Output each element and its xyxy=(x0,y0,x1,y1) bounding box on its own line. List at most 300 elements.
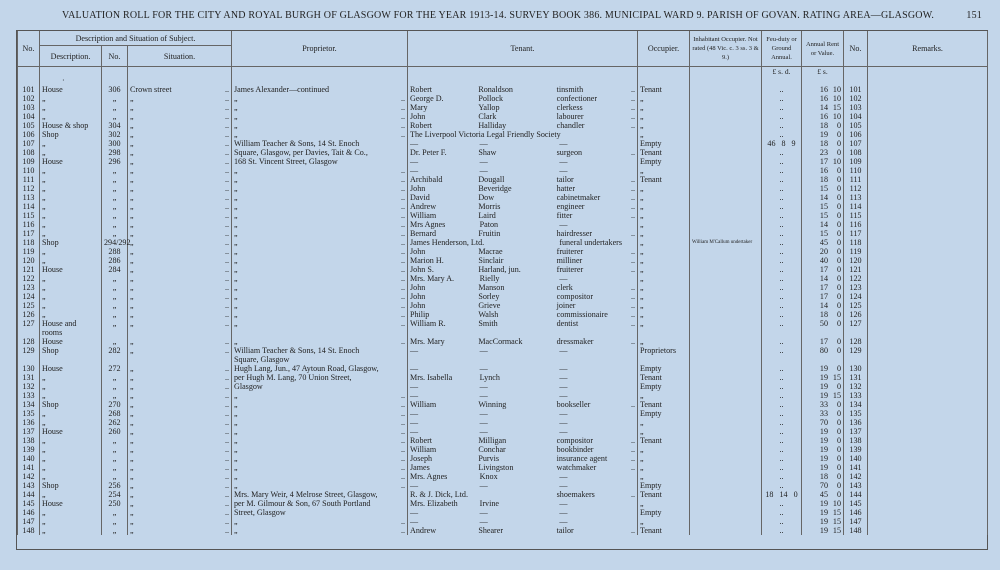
feu-duty: .. xyxy=(762,184,802,193)
annual-rent xyxy=(802,238,844,247)
proprietor: Hugh Lang, Jun., 47 Aytoun Road, Glasgow, xyxy=(232,364,408,373)
table-row xyxy=(18,193,988,202)
remarks xyxy=(868,202,988,211)
subject-description: „ xyxy=(40,247,102,256)
rent-shillings: 15 xyxy=(832,391,841,400)
table-row xyxy=(18,211,988,220)
remarks xyxy=(868,328,988,337)
table-row xyxy=(18,130,988,139)
tenant-surname: Purvis xyxy=(478,454,500,463)
tenant-surname: — xyxy=(479,346,488,355)
occupier: Empty xyxy=(638,157,690,166)
street-number: 300 xyxy=(102,139,128,148)
table-row xyxy=(18,400,988,409)
subject-situation: „ .. xyxy=(128,409,232,418)
annual-rent xyxy=(802,328,844,337)
entry-number: 136 xyxy=(18,418,40,427)
subject-description: „ xyxy=(40,310,102,319)
tenant xyxy=(408,130,638,139)
entry-number-right: 125 xyxy=(844,301,868,310)
subject-situation: „ .. xyxy=(128,292,232,301)
tenant xyxy=(408,481,638,490)
annual-rent xyxy=(802,211,844,220)
tenant xyxy=(408,94,638,103)
tenant-first-name: — xyxy=(410,508,419,517)
remarks xyxy=(868,319,988,328)
subject-description: House xyxy=(40,337,102,346)
tenant-surname xyxy=(480,238,558,247)
entry-number: 105 xyxy=(18,121,40,130)
tenant-surname: Harland, jun. xyxy=(478,265,521,274)
tenant xyxy=(408,148,638,157)
feu-duty: .. xyxy=(762,283,802,292)
subject-situation: „ .. xyxy=(128,193,232,202)
rent-shillings: 10 xyxy=(832,157,841,166)
tenant-occupation: — xyxy=(559,418,568,427)
subject-situation: „ .. xyxy=(128,472,232,481)
entry-number-right: 143 xyxy=(844,481,868,490)
entry-number: 107 xyxy=(18,139,40,148)
subject-description: „ xyxy=(40,382,102,391)
entry-number-right: 118 xyxy=(844,238,868,247)
col-annual-rent: Annual Rent or Value. xyxy=(802,31,844,67)
table-row xyxy=(18,526,988,535)
proprietor: „ .. xyxy=(232,409,408,418)
feu-amount: 0 xyxy=(793,490,798,499)
tenant-first-name: John xyxy=(410,184,426,193)
subject-description: Shop xyxy=(40,130,102,139)
rent-shillings: 0 xyxy=(836,310,841,319)
tenant-surname: MacCormack xyxy=(478,337,523,346)
rent-pounds: 19 xyxy=(819,517,828,526)
entry-number-right: 126 xyxy=(844,310,868,319)
entry-number-right: 129 xyxy=(844,346,868,355)
rent-pounds: 18 xyxy=(819,121,828,130)
subject-description: „ xyxy=(40,166,102,175)
inhabitant-occupier xyxy=(690,175,762,184)
occupier: „ xyxy=(638,517,690,526)
annual-rent xyxy=(802,229,844,238)
occupier: Tenant xyxy=(638,490,690,499)
inhabitant-occupier xyxy=(690,202,762,211)
tenant xyxy=(408,400,638,409)
rent-pounds: 17 xyxy=(819,337,828,346)
proprietor: „ .. xyxy=(232,175,408,184)
proprietor: Mrs. Mary Weir, 4 Melrose Street, Glasgow, xyxy=(232,490,408,499)
entry-number: 128 xyxy=(18,337,40,346)
remarks xyxy=(868,436,988,445)
subject-situation: „ .. xyxy=(128,310,232,319)
entry-number-right: 111 xyxy=(844,175,868,184)
table-row xyxy=(18,139,988,148)
table-row xyxy=(18,220,988,229)
feu-duty: .. xyxy=(762,238,802,247)
subject-description: „ xyxy=(40,490,102,499)
rent-shillings: 0 xyxy=(836,130,841,139)
inhabitant-occupier xyxy=(690,184,762,193)
inhabitant-occupier xyxy=(690,364,762,373)
subject-description: „ xyxy=(40,463,102,472)
entry-number-right: 110 xyxy=(844,166,868,175)
subject-description: House and xyxy=(40,319,102,328)
subject-description: „ xyxy=(40,436,102,445)
leader-dots: .. xyxy=(630,319,635,328)
table-row xyxy=(18,463,988,472)
feu-duty xyxy=(762,355,802,364)
feu-duty: .. xyxy=(762,337,802,346)
tenant-first-name: Robert xyxy=(410,436,433,445)
remarks xyxy=(868,211,988,220)
rent-shillings: 0 xyxy=(836,382,841,391)
entry-number-right: 116 xyxy=(844,220,868,229)
proprietor: per Hugh M. Lang, 70 Union Street, xyxy=(232,373,408,382)
valuation-table xyxy=(17,31,988,535)
entry-number-right: 122 xyxy=(844,274,868,283)
rent-pounds: 15 xyxy=(819,229,828,238)
tenant-surname: Sinclair xyxy=(478,256,504,265)
annual-rent xyxy=(802,265,844,274)
leader-dots: .. xyxy=(630,526,635,535)
tenant-surname: Winning xyxy=(478,400,507,409)
street-number: 262 xyxy=(102,418,128,427)
inhabitant-occupier xyxy=(690,337,762,346)
proprietor: „ .. xyxy=(232,445,408,454)
subject-situation: „ .. xyxy=(128,445,232,454)
rent-pounds: 80 xyxy=(819,346,828,355)
tenant xyxy=(408,175,638,184)
tenant-surname: Macrae xyxy=(478,247,503,256)
entry-number: 116 xyxy=(18,220,40,229)
tenant-occupation: clerkess xyxy=(556,103,583,112)
tenant xyxy=(408,418,638,427)
occupier: Tenant xyxy=(638,526,690,535)
tenant-first-name: William xyxy=(410,400,437,409)
annual-rent xyxy=(802,94,844,103)
feu-duty: .. xyxy=(762,436,802,445)
proprietor: „ .. xyxy=(232,391,408,400)
entry-number: 119 xyxy=(18,247,40,256)
remarks xyxy=(868,418,988,427)
entry-number: 143 xyxy=(18,481,40,490)
entry-number: 118 xyxy=(18,238,40,247)
rent-shillings: 0 xyxy=(836,490,841,499)
street-number: „ xyxy=(102,292,128,301)
subject-situation: „ .. xyxy=(128,454,232,463)
proprietor: Street, Glasgow xyxy=(232,508,408,517)
tenant xyxy=(408,238,638,247)
rent-shillings: 0 xyxy=(836,436,841,445)
subject-description: „ xyxy=(40,211,102,220)
subject-situation: „ .. xyxy=(128,256,232,265)
street-number: „ xyxy=(102,472,128,481)
table-row xyxy=(18,319,988,328)
tenant-surname: Clark xyxy=(478,112,497,121)
tenant-surname: Dow xyxy=(478,193,495,202)
table-row xyxy=(18,265,988,274)
units-cell xyxy=(232,67,408,77)
street-number: „ xyxy=(102,211,128,220)
tenant xyxy=(408,139,638,148)
entry-number: 114 xyxy=(18,202,40,211)
inhabitant-occupier xyxy=(690,157,762,166)
tenant xyxy=(408,166,638,175)
street-number xyxy=(102,355,128,364)
subject-situation: „ .. xyxy=(128,211,232,220)
tenant-first-name: — xyxy=(410,364,419,373)
table-row xyxy=(18,364,988,373)
proprietor: „ .. xyxy=(232,130,408,139)
tenant-first-name: — xyxy=(410,481,419,490)
tenant xyxy=(408,517,638,526)
remarks xyxy=(868,409,988,418)
rent-shillings: 0 xyxy=(836,184,841,193)
tenant-surname: Rielly xyxy=(479,274,500,283)
tenant xyxy=(408,121,638,130)
feu-duty: .. xyxy=(762,445,802,454)
rent-shillings: 10 xyxy=(832,112,841,121)
table-row xyxy=(18,472,988,481)
subject-situation: „ .. xyxy=(128,283,232,292)
entry-number-right: 144 xyxy=(844,490,868,499)
tenant-occupation: surgeon xyxy=(556,148,583,157)
entry-number-right: 134 xyxy=(844,400,868,409)
street-number: „ xyxy=(102,301,128,310)
rent-shillings: 0 xyxy=(836,301,841,310)
subject-situation xyxy=(128,76,232,85)
rent-shillings: 0 xyxy=(836,238,841,247)
tenant-first-name: John xyxy=(410,292,426,301)
feu-duty: .. xyxy=(762,508,802,517)
annual-rent xyxy=(802,202,844,211)
tenant xyxy=(408,211,638,220)
subject-description: House xyxy=(40,85,102,94)
remarks xyxy=(868,499,988,508)
remarks xyxy=(868,481,988,490)
feu-duty: .. xyxy=(762,103,802,112)
proprietor: „ .. xyxy=(232,229,408,238)
inhabitant-occupier xyxy=(690,346,762,355)
subject-situation: „ .. xyxy=(128,301,232,310)
rent-pounds: 70 xyxy=(819,481,828,490)
tenant-occupation: bookseller xyxy=(556,400,591,409)
entry-number xyxy=(18,355,40,364)
tenant-first-name: — xyxy=(410,409,419,418)
leader-dots: .. xyxy=(630,310,635,319)
feu-duty: .. xyxy=(762,157,802,166)
rent-pounds: 19 xyxy=(819,499,828,508)
entry-number-right: 109 xyxy=(844,157,868,166)
rent-pounds: 19 xyxy=(819,364,828,373)
occupier: Empty xyxy=(638,139,690,148)
occupier xyxy=(638,328,690,337)
remarks xyxy=(868,103,988,112)
street-number: „ xyxy=(102,463,128,472)
rent-pounds: 16 xyxy=(819,112,828,121)
tenant-surname: — xyxy=(479,157,488,166)
occupier: „ xyxy=(638,301,690,310)
table-row xyxy=(18,229,988,238)
occupier: „ xyxy=(638,103,690,112)
tenant xyxy=(408,337,638,346)
entry-number: 137 xyxy=(18,427,40,436)
units-cell xyxy=(868,67,988,77)
street-number: „ xyxy=(102,337,128,346)
inhabitant-occupier xyxy=(690,148,762,157)
subject-description: Shop xyxy=(40,400,102,409)
tenant-first-name: David xyxy=(410,193,430,202)
rent-shillings: 15 xyxy=(832,526,841,535)
leader-dots: .. xyxy=(630,94,635,103)
subject-description: Shop xyxy=(40,346,102,355)
subject-description: House xyxy=(40,427,102,436)
inhabitant-occupier xyxy=(690,472,762,481)
remarks xyxy=(868,373,988,382)
rent-pounds: 20 xyxy=(819,247,828,256)
inhabitant-occupier xyxy=(690,211,762,220)
remarks xyxy=(868,274,988,283)
subject-description: House xyxy=(40,265,102,274)
rent-shillings: 0 xyxy=(836,400,841,409)
tenant-surname: Knox xyxy=(479,472,498,481)
entry-number-right: 137 xyxy=(844,427,868,436)
feu-duty: .. xyxy=(762,292,802,301)
tenant-surname: Conchar xyxy=(478,445,506,454)
remarks xyxy=(868,472,988,481)
inhabitant-occupier xyxy=(690,454,762,463)
feu-duty: .. xyxy=(762,418,802,427)
inhabitant-occupier xyxy=(690,301,762,310)
table-row xyxy=(18,382,988,391)
remarks xyxy=(868,112,988,121)
tenant xyxy=(408,472,638,481)
street-number: „ xyxy=(102,220,128,229)
leader-dots: .. xyxy=(630,175,635,184)
occupier: Tenant xyxy=(638,175,690,184)
rent-shillings: 0 xyxy=(836,463,841,472)
annual-rent xyxy=(802,76,844,85)
entry-number: 113 xyxy=(18,193,40,202)
inhabitant-occupier xyxy=(690,355,762,364)
rent-pounds: 23 xyxy=(819,148,828,157)
tenant xyxy=(408,292,638,301)
rent-pounds: 19 xyxy=(819,130,828,139)
annual-rent xyxy=(802,526,844,535)
tenant xyxy=(408,445,638,454)
tenant xyxy=(408,283,638,292)
rent-shillings: 10 xyxy=(832,94,841,103)
tenant-occupation: chandler xyxy=(556,121,585,130)
tenant-surname: — xyxy=(479,166,488,175)
annual-rent xyxy=(802,346,844,355)
tenant-first-name: John xyxy=(410,112,426,121)
entry-number: 132 xyxy=(18,382,40,391)
table-row xyxy=(18,418,988,427)
proprietor: Square, Glasgow xyxy=(232,355,408,364)
rent-shillings: 0 xyxy=(836,445,841,454)
feu-duty: .. xyxy=(762,211,802,220)
proprietor: „ .. xyxy=(232,211,408,220)
proprietor: „ .. xyxy=(232,436,408,445)
entry-number: 145 xyxy=(18,499,40,508)
occupier: Tenant xyxy=(638,400,690,409)
entry-number-right: 128 xyxy=(844,337,868,346)
subject-situation: „ .. xyxy=(128,382,232,391)
street-number: 296 xyxy=(102,157,128,166)
feu-amount: 46 xyxy=(767,139,776,148)
rent-shillings: 10 xyxy=(832,85,841,94)
annual-rent xyxy=(802,517,844,526)
entry-number-right: 121 xyxy=(844,265,868,274)
occupier: „ xyxy=(638,265,690,274)
rent-pounds: 19 xyxy=(819,454,828,463)
rent-pounds: 14 xyxy=(819,274,828,283)
feu-duty: .. xyxy=(762,382,802,391)
tenant-surname: Manson xyxy=(478,283,505,292)
tenant-first-name: Robert xyxy=(410,121,433,130)
entry-number: 142 xyxy=(18,472,40,481)
remarks xyxy=(868,490,988,499)
subject-situation: „ .. xyxy=(128,337,232,346)
entry-number: 125 xyxy=(18,301,40,310)
tenant-first-name: — xyxy=(410,157,419,166)
occupier: „ xyxy=(638,193,690,202)
subject-description: „ xyxy=(40,184,102,193)
table-row xyxy=(18,508,988,517)
street-number: „ xyxy=(102,310,128,319)
table-row xyxy=(18,283,988,292)
rent-shillings: 0 xyxy=(836,247,841,256)
tenant xyxy=(408,229,638,238)
annual-rent xyxy=(802,481,844,490)
entry-number-right: 106 xyxy=(844,130,868,139)
feu-duty: .. xyxy=(762,472,802,481)
remarks xyxy=(868,130,988,139)
rent-shillings: 0 xyxy=(836,481,841,490)
leader-dots: .. xyxy=(630,247,635,256)
entry-number-right: 131 xyxy=(844,373,868,382)
annual-rent xyxy=(802,454,844,463)
rent-shillings: 15 xyxy=(832,103,841,112)
subject-situation: „ .. xyxy=(128,130,232,139)
street-number: „ xyxy=(102,319,128,328)
rent-shillings: 0 xyxy=(836,292,841,301)
entry-number-right: 107 xyxy=(844,139,868,148)
rent-shillings: 0 xyxy=(836,166,841,175)
street-number: 294/292 xyxy=(102,238,128,247)
leader-dots: .. xyxy=(630,436,635,445)
remarks xyxy=(868,454,988,463)
inhabitant-occupier: William M'Callum undertaker xyxy=(690,238,762,247)
street-number: „ xyxy=(102,382,128,391)
table-row xyxy=(18,391,988,400)
subject-description: „ xyxy=(40,292,102,301)
entry-number: 133 xyxy=(18,391,40,400)
tenant-occupation: — xyxy=(559,382,568,391)
tenant xyxy=(408,274,638,283)
tenant-surname: Sorley xyxy=(478,292,500,301)
tenant-surname: Smith xyxy=(478,319,498,328)
tenant xyxy=(408,382,638,391)
tenant-surname: — xyxy=(479,418,488,427)
units-cell xyxy=(18,67,40,77)
occupier: „ xyxy=(638,121,690,130)
subject-situation: „ .. xyxy=(128,229,232,238)
rent-pounds: 40 xyxy=(819,256,828,265)
table-row xyxy=(18,346,988,355)
subject-situation: „ .. xyxy=(128,364,232,373)
entry-number-right: 136 xyxy=(844,418,868,427)
table-row xyxy=(18,427,988,436)
